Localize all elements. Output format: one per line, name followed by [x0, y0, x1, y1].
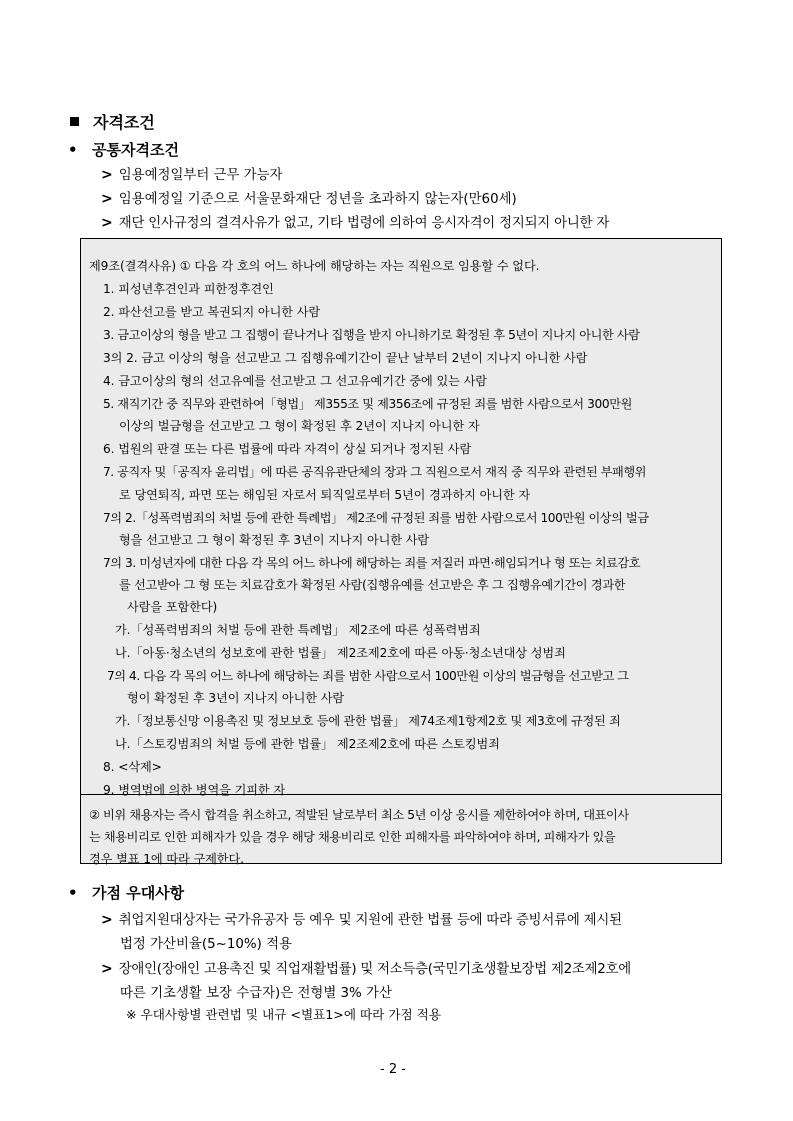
box-line: 가.「성폭력범죄의 처벌 등에 관한 특례법」 제2조에 따른 성폭력범죄: [115, 623, 481, 637]
box-line: 3. 금고이상의 형을 받고 그 집행이 끝나거나 집행을 받지 아니하기로 확정된 후 5년이 지나지 아니한 사람: [103, 328, 640, 342]
box-line: 7의 4. 다음 각 목의 어느 하나에 해당하는 죄를 범한 사람으로서 100만원 이상의 벌금형을 선고받고 그: [107, 669, 629, 683]
box-line: 를 선고받아 그 형 또는 치료감호가 확정된 사람(집행유예를 선고받은 후 그 집행유예기간이 경과한: [119, 578, 626, 592]
box-line: 가.「정보통신망 이용촉진 및 정보보호 등에 관한 법률」 제74조제1항제2호 및 제3호에 규정된 죄: [115, 714, 621, 728]
bonus-item: > 장애인(장애인 고용촉진 및 직업재활법률) 및 저소득층(국민기초생활보장법 제2조제2호에: [101, 961, 631, 977]
box-line: 로 당연퇴직, 파면 또는 해임된 자로서 퇴직일로부터 5년이 경과하지 아니한 자: [119, 488, 531, 502]
box-line: 6. 법원의 판결 또는 다른 법률에 따라 자격이 상실 되거나 정지된 사람: [103, 442, 472, 456]
box-line: ② 비위 채용자는 즉시 합격을 취소하고, 적발된 날로부터 최소 5년 이상 응시를 제한하여야 하며, 대표이사: [89, 808, 629, 822]
box-line: 경우 별표 1에 따라 구제한다.: [89, 852, 244, 866]
common-qualifications-title: • 공통자격조건: [68, 141, 179, 159]
box-line: 형이 확정된 후 3년이 지나지 아니한 사람: [127, 691, 345, 705]
box-line: 9. 병역법에 의한 병역을 기피한 자: [103, 783, 286, 797]
arrow-icon: >: [101, 961, 113, 977]
bullet-icon: •: [68, 884, 78, 902]
box-line: 8. <삭제>: [103, 760, 162, 774]
page-number: - 2 -: [380, 1062, 406, 1077]
common-item: > 임용예정일부터 근무 가능자: [101, 167, 283, 183]
common-item: > 재단 인사규정의 결격사유가 없고, 기타 법령에 의하여 응시자격이 정지되지 아니한 자: [101, 215, 610, 231]
arrow-icon: >: [101, 215, 113, 231]
square-bullet-icon: [70, 117, 79, 126]
bullet-icon: •: [68, 141, 78, 159]
box-line: 7의 3. 미성년자에 대한 다음 각 목의 어느 하나에 해당하는 죄를 저질러 파면·해임되거나 형 또는 치료감호: [103, 556, 641, 570]
box-line: 1. 피성년후견인과 피한정후견인: [103, 282, 274, 296]
box-divider: [81, 794, 721, 795]
box-line: 2. 파산선고를 받고 복권되지 아니한 사람: [103, 305, 321, 319]
bonus-item-cont: 따른 기초생활 보장 수급자)은 전형별 3% 가산: [120, 986, 392, 1001]
box-line: 제9조(결격사유) ① 다음 각 호의 어느 하나에 해당하는 자는 직원으로 임용할 수 없다.: [89, 259, 540, 273]
box-line: 5. 재직기간 중 직무와 관련하여「형법」 제355조 및 제356조에 규정된 죄를 범한 사람으로서 300만원: [103, 397, 632, 411]
box-line: 나.「스토킹범죄의 처벌 등에 관한 법률」 제2조제2호에 따른 스토킹범죄: [115, 737, 500, 751]
box-line: 7의 2.「성폭력범죄의 처벌 등에 관한 특례법」 제2조에 규정된 죄를 범한 사람으로서 100만원 이상의 벌금: [103, 511, 649, 525]
box-line: 4. 금고이상의 형의 선고유예를 선고받고 그 선고유예기간 중에 있는 사람: [103, 374, 487, 388]
common-item: > 임용예정일 기준으로 서울문화재단 정년을 초과하지 않는자(만60세): [101, 191, 517, 207]
box-line: 3의 2. 금고 이상의 형을 선고받고 그 집행유예기간이 끝난 날부터 2년이 지나지 아니한 사람: [103, 351, 588, 365]
section-heading: 자격조건: [70, 110, 155, 133]
arrow-icon: >: [101, 191, 113, 207]
box-line: 사람을 포함한다): [127, 600, 218, 614]
box-line: 나.「아동·청소년의 성보호에 관한 법률」 제2조제2호에 따른 아동·청소년대상 성범죄: [115, 646, 566, 660]
arrow-icon: >: [101, 912, 113, 928]
disqualification-box: [80, 238, 722, 864]
bonus-item: > 취업지원대상자는 국가유공자 등 예우 및 지원에 관한 법률 등에 따라 증빙서류에 제시된: [101, 912, 622, 928]
bonus-note: ※ 우대사항별 관련법 및 내규 <별표1>에 따라 가점 적용: [126, 1007, 442, 1022]
bonus-item-cont: 법정 가산비율(5~10%) 적용: [120, 937, 292, 952]
bonus-title: • 가점 우대사항: [68, 884, 185, 902]
box-line: 는 채용비리로 인한 피해자가 있을 경우 해당 채용비리로 인한 피해자를 파악하여야 하며, 피해자가 있을: [89, 830, 616, 844]
arrow-icon: >: [101, 167, 113, 183]
box-line: 7. 공직자 및「공직자 윤리법」에 따른 공직유관단체의 장과 그 직원으로서 재직 중 직무와 관련된 부패행위: [103, 465, 646, 479]
box-line: 이상의 벌금형을 선고받고 그 형이 확정된 후 2년이 지나지 아니한 자: [119, 419, 480, 433]
box-line: 형을 선고받고 그 형이 확정된 후 3년이 지나지 아니한 사람: [119, 533, 430, 547]
